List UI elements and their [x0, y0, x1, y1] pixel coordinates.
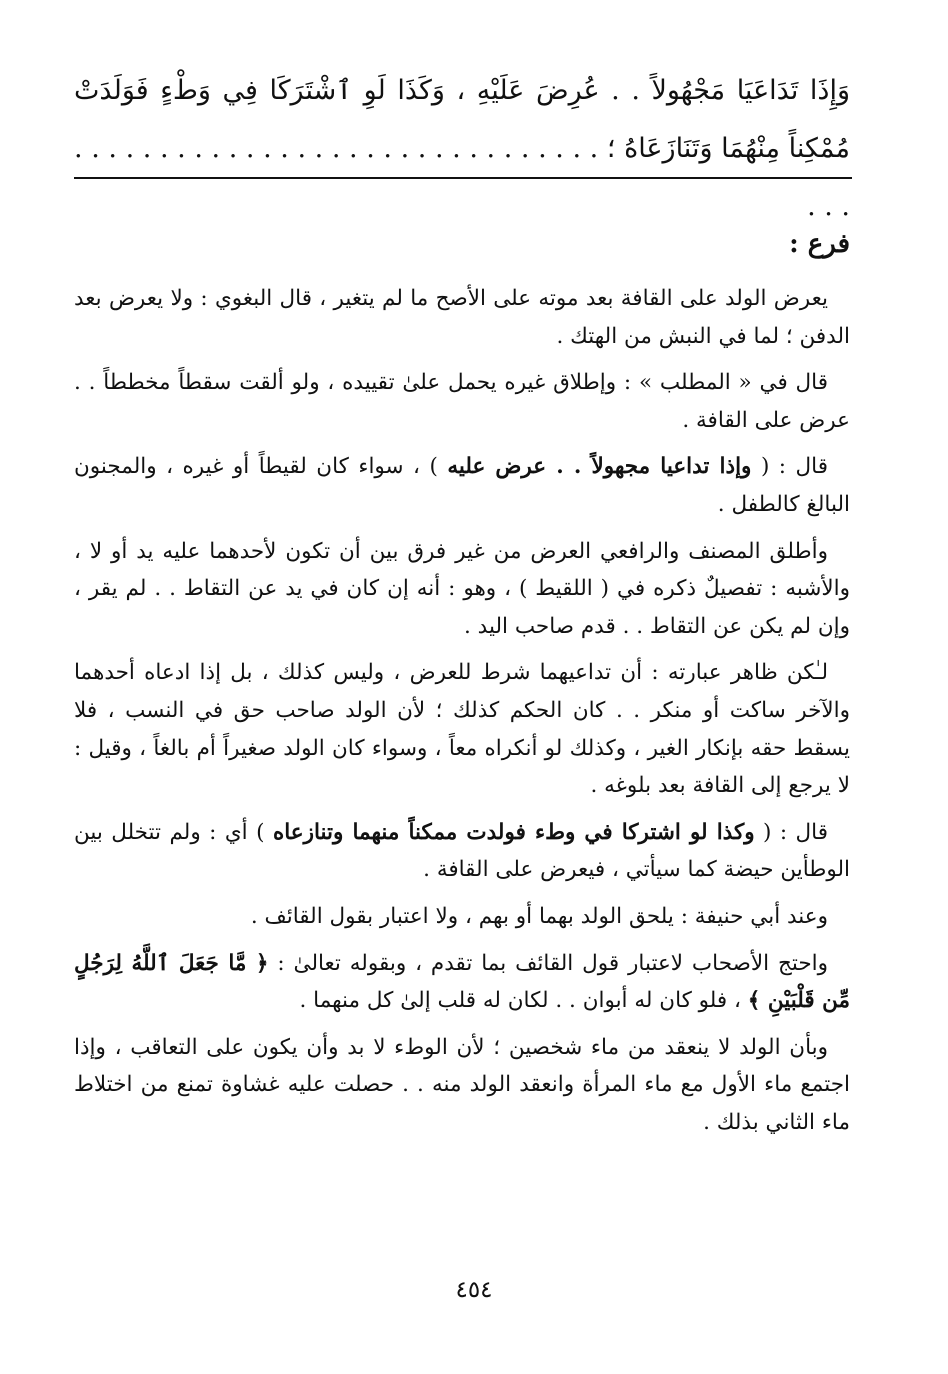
matn-text — [74, 62, 850, 236]
paragraph-text: ، فلو كان له أبوان . . لكان له قلب إلىٰ كل منهما . — [299, 988, 748, 1014]
matn-dots: . . . . . . . . . . . . . . . . . . . . . . . . . . . . . . . . . . — [74, 133, 850, 222]
commentary-paragraph — [74, 898, 850, 936]
matn-line: وَإِذَا تَدَاعَيَا مَجْهُولاً . . عُرِضَ عَلَيْهِ ، وَكَذَا لَوِ ٱشْتَرَكَا فِي وَطْءٍ فَوَلَدَتْ مُمْكِناً مِنْهُمَا وَتَنَازَعَاهُ ؛ — [74, 75, 850, 164]
page-number: ٤٥٤ — [455, 1277, 493, 1303]
commentary-paragraph — [74, 533, 850, 646]
paragraph-text: لـٰكن ظاهر عبارته : أن تداعيهما شرط للعرض ، وليس كذلك ، بل إذا ادعاه أحدهما والآخر ساكت أو منكر . . كان الحكم كذلك ؛ لأن الولد صاحب حق في النسب ، فلا يسقط حقه بإنكار الغير ، وكذلك لو أنكراه معاً ، وسواء كان الولد صغيراً أم بالغاً ، وقيل : لا يرجع إلى القافة بعد بلوغه . — [74, 660, 850, 799]
paragraph-text: يعرض الولد على القافة بعد موته على الأصح ما لم يتغير ، قال البغوي : ولا يعرض بعد الدفن ؛ لما في النبش من الهتك . — [74, 286, 850, 349]
paragraph-text: وأطلق المصنف والرافعي العرض من غير فرق بين أن تكون لأحدهما عليه يد أو لا ، والأشبه : تفصيلٌ ذكره في ( اللقيط ) ، وهو : أنه إن كان في يد عن التقاط . . لم يقر ، وإن لم يكن عن التقاط . . قدم صاحب اليد . — [74, 538, 850, 639]
paragraph-text: قال في « المطلب » : وإطلاق غيره يحمل علىٰ تقييده ، ولو ألقت سقطاً مخططاً . . عرض على القافة . — [74, 370, 850, 433]
quoted-matn: وإذا تداعيا مجهولاً . . عرض عليه — [447, 454, 752, 480]
quoted-matn: ﴿ مَّا جَعَلَ ٱللَّهُ لِرَجُلٍ مِّن قَلْبَيْنِ ﴾ — [74, 950, 850, 1014]
commentary-paragraph — [74, 280, 850, 355]
commentary-paragraph — [74, 654, 850, 804]
paragraph-text: قال : ( — [751, 454, 828, 480]
paragraph-text: ) أي : ولم تتخلل بين الوطأين حيضة كما سيأتي ، فيعرض على القافة . — [74, 819, 850, 883]
commentary-paragraph — [74, 364, 850, 439]
commentary-paragraph — [74, 1029, 850, 1142]
commentary-paragraph — [74, 945, 850, 1020]
paragraph-text: وعند أبي حنيفة : يلحق الولد بهما أو بهم ، ولا اعتبار بقول القائف . — [250, 903, 828, 929]
commentary-body — [74, 280, 850, 1150]
commentary-paragraph — [74, 448, 850, 523]
paragraph-text: واحتج الأصحاب لاعتبار قول القائف بما تقدم ، وبقوله تعالىٰ : — [268, 950, 828, 976]
quoted-matn: وكذا لو اشتركا في وطء فولدت ممكناً منهما وتنازعاه — [272, 819, 755, 845]
paragraph-text: قال : ( — [754, 819, 828, 845]
section-heading: فرع : — [789, 229, 850, 259]
paragraph-text: وبأن الولد لا ينعقد من ماء شخصين ؛ لأن الوطء لا بد وأن يكون على التعاقب ، وإذا اجتمع ماء الأول مع ماء المرأة وانعقد الولد منه . . حصلت عليه غشاوة تمنع من اختلاط ماء الثاني بذلك . — [74, 1034, 850, 1135]
paragraph-text: ) ، سواء كان لقيطاً أو غيره ، والمجنون البالغ كالطفل . — [74, 454, 850, 517]
commentary-paragraph — [74, 814, 850, 889]
separator-line — [74, 177, 852, 179]
